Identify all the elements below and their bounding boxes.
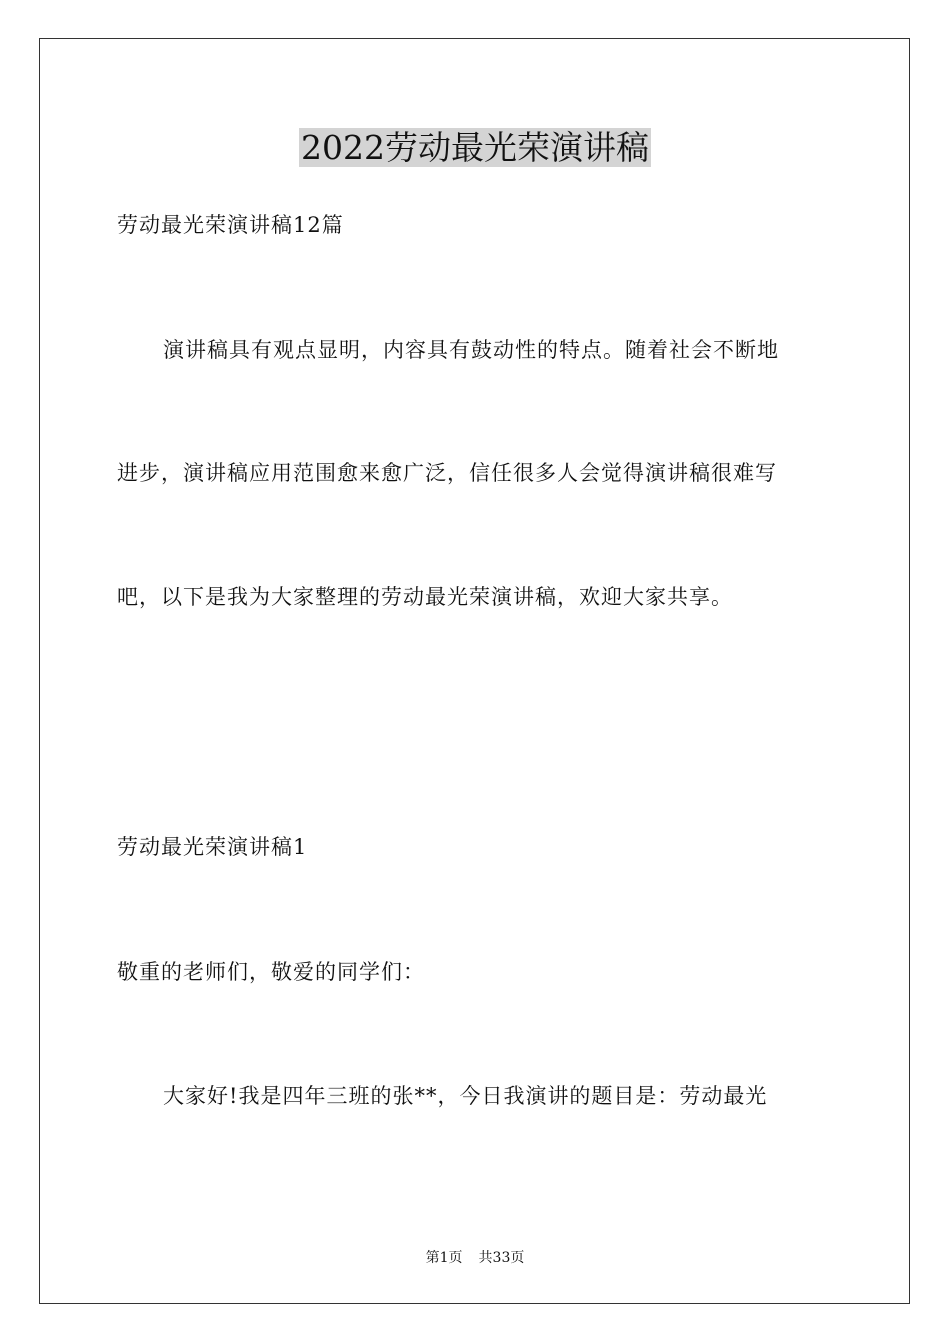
- intro-paragraph-line-2: 进步，演讲稿应用范围愈来愈广泛，信任很多人会觉得演讲稿很难写: [117, 461, 777, 485]
- salutation: 敬重的老师们，敬爱的同学们：: [117, 960, 425, 984]
- section-heading: 劳动最光荣演讲稿1: [117, 835, 308, 859]
- intro-paragraph-line-3: 吧，以下是我为大家整理的劳动最光荣演讲稿，欢迎大家共享。: [117, 585, 733, 609]
- document-title: [0, 126, 950, 170]
- body-paragraph-line-1: 大家好!我是四年三班的张**，今日我演讲的题目是：劳动最光: [163, 1084, 768, 1108]
- page-total: 共33页: [478, 1250, 525, 1266]
- intro-paragraph-line-1: 演讲稿具有观点显明，内容具有鼓动性的特点。随着社会不断地: [163, 338, 779, 362]
- page-footer: [0, 1248, 950, 1268]
- document-title-text: 2022劳动最光荣演讲稿: [301, 128, 649, 167]
- document-subtitle: 劳动最光荣演讲稿12篇: [117, 213, 344, 237]
- page-number: 第1页: [425, 1250, 463, 1266]
